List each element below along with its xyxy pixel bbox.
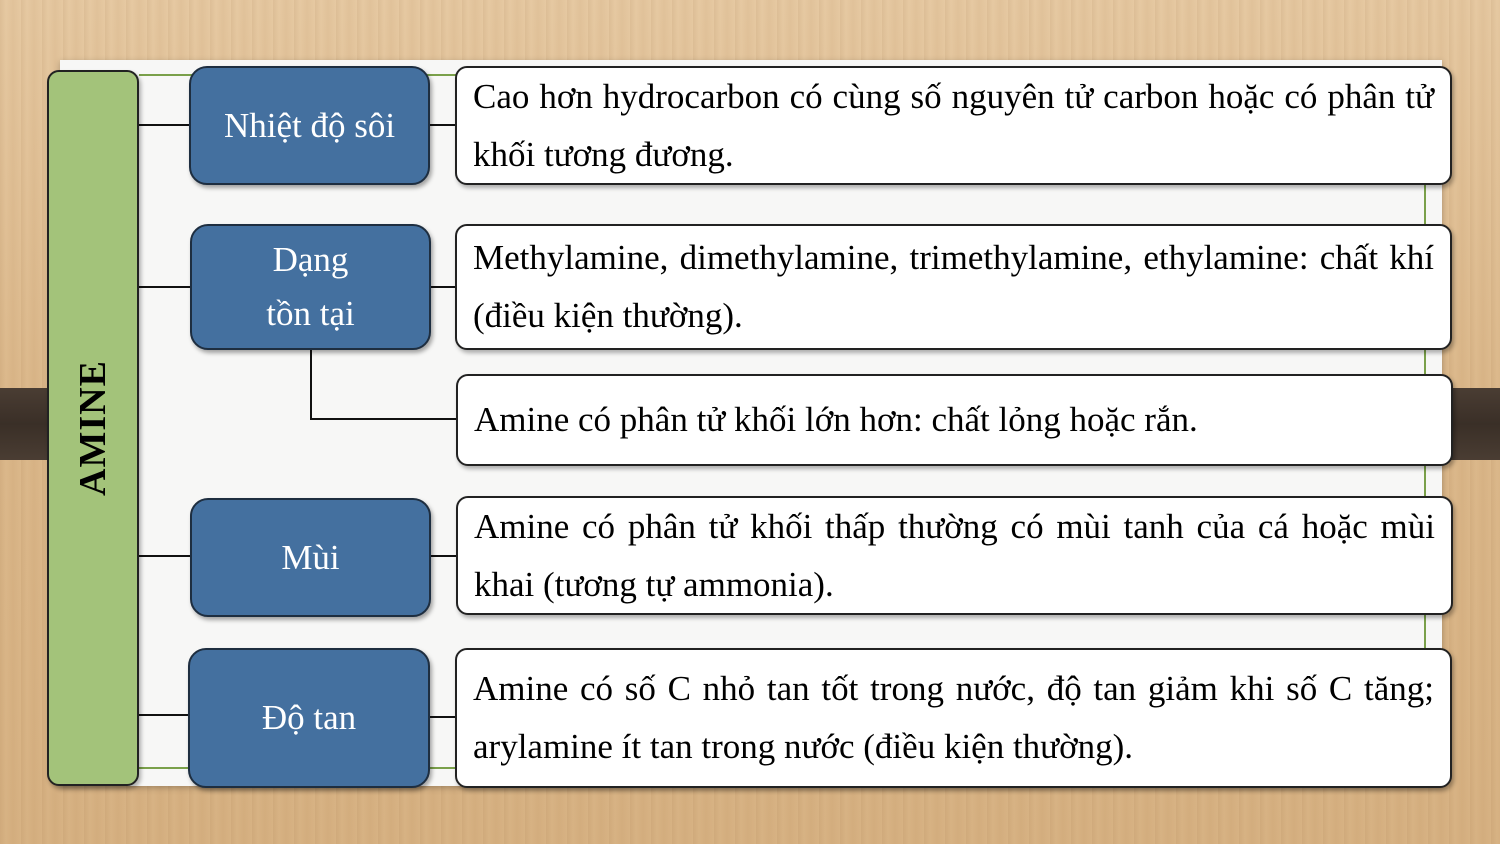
category-solubility <box>188 648 430 788</box>
connector-state-down <box>310 348 312 420</box>
category-label: Nhiệt độ sôi <box>223 105 396 145</box>
category-label-line2: tồn tại <box>266 294 355 333</box>
category-label-line1: Dạng <box>272 240 349 279</box>
category-state <box>190 224 431 350</box>
connector-boiling-desc <box>428 124 457 126</box>
connector-state-desc2 <box>310 418 458 420</box>
connector-root-solubility <box>139 714 191 716</box>
description-text: Amine có phân tử khối thấp thường có mùi tanh của cá hoặc mùi khai (tương tự ammonia). <box>474 506 1435 604</box>
description-smell <box>456 496 1453 615</box>
description-state-liquid-solid <box>456 374 1453 466</box>
category-smell <box>190 498 431 617</box>
description-text: Methylamine, dimethylamine, trimethylamine, ethylamine: chất khí (điều kiện thường). <box>473 238 1434 335</box>
connector-smell-desc <box>429 555 457 557</box>
connector-root-smell <box>139 555 191 557</box>
category-label: Mùi <box>281 537 340 577</box>
category-label: Độ tan <box>261 698 357 737</box>
connector-state-desc1 <box>429 286 457 288</box>
category-boiling-point <box>189 66 430 185</box>
description-boiling-point <box>455 66 1452 185</box>
description-solubility <box>455 648 1452 788</box>
description-text: Cao hơn hydrocarbon có cùng số nguyên tử carbon hoặc có phân tử khối tương đương. <box>473 76 1434 174</box>
description-state-gas <box>455 224 1452 350</box>
connector-root-state <box>139 286 191 288</box>
description-text: Amine có phân tử khối lớn hơn: chất lỏng hoặc rắn. <box>474 400 1198 439</box>
connector-root-boiling <box>139 124 191 126</box>
description-text: Amine có số C nhỏ tan tốt trong nước, độ tan giảm khi số C tăng; arylamine ít tan trong nước (điều kiện thường). <box>473 669 1434 766</box>
connector-solubility-desc <box>427 716 457 718</box>
root-label: AMINE <box>72 360 114 496</box>
root-node-amine <box>47 70 139 786</box>
